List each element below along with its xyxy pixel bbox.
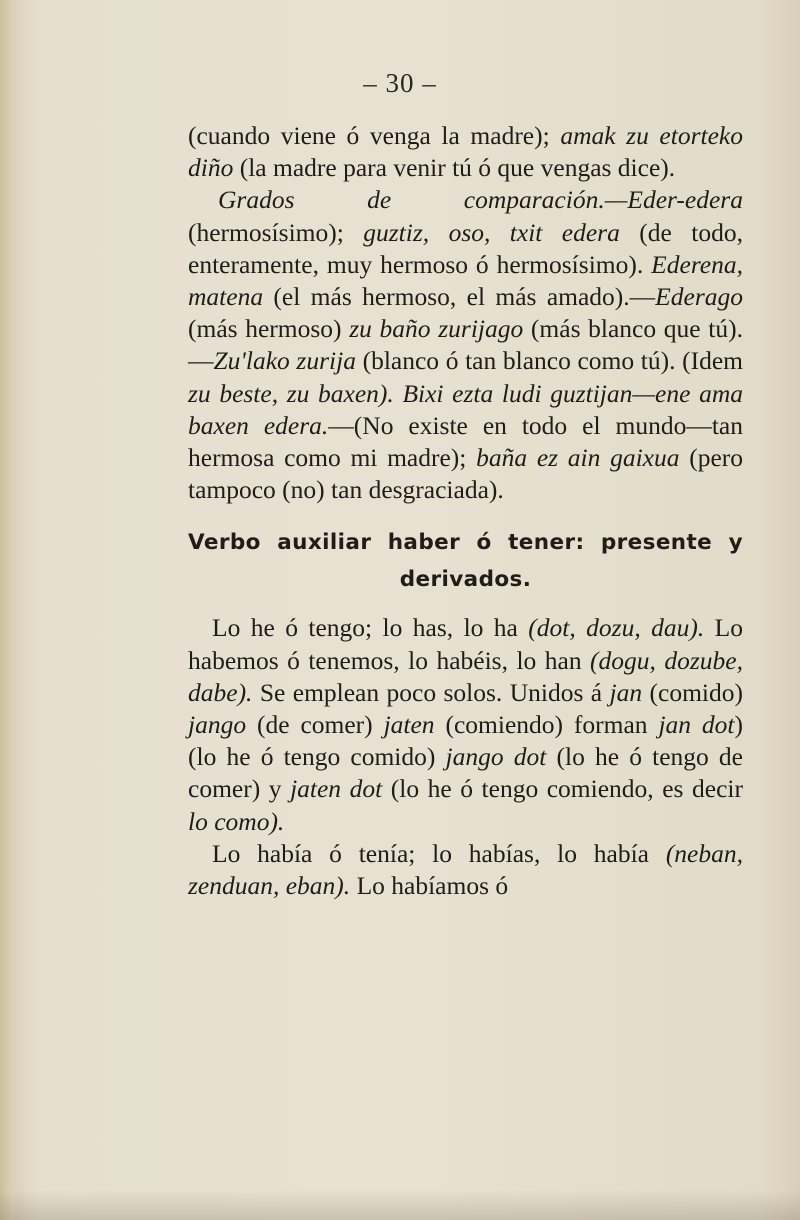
text-run: —(No existe en todo el mundo—tan hermosa como mi madre); bbox=[188, 410, 743, 473]
italic-text-run: Ederago bbox=[655, 282, 743, 312]
page-number: – 30 – bbox=[363, 68, 437, 98]
italic-text-run: Grados de comparación.—Eder-edera bbox=[218, 185, 743, 215]
italic-text-run: jan dot bbox=[658, 710, 735, 740]
text-run: ) (lo he ó tengo comido) bbox=[188, 710, 744, 772]
text-run: (lo he ó tengo de comer) y bbox=[188, 742, 744, 804]
italic-text-run: (dot, dozu, dau). bbox=[528, 613, 705, 643]
text-run: (comiendo) forman bbox=[434, 710, 659, 740]
text-run: (comido) bbox=[642, 677, 743, 707]
page-spine-shadow bbox=[0, 0, 26, 1220]
italic-text-run: amak zu etorteko diño bbox=[188, 121, 743, 183]
text-run: (pero tampoco (no) tan desgraciada). bbox=[188, 443, 743, 505]
text-run: Lo habíamos ó bbox=[350, 871, 509, 901]
text-run: (más hermoso) bbox=[188, 314, 350, 344]
italic-text-run: Zu'lako zurija bbox=[213, 346, 356, 376]
section-heading: Verbo auxiliar haber ó tener: presente y derivados. bbox=[188, 530, 743, 593]
paragraph-verbo-presente bbox=[188, 612, 743, 837]
paragraph-verbo-pasado bbox=[188, 838, 743, 902]
text-run: Lo había ó tenía; lo habías, lo había bbox=[212, 838, 666, 868]
italic-text-run: jango bbox=[188, 710, 247, 740]
italic-text-run: jango dot bbox=[445, 742, 547, 772]
text-run: (blanco ó tan blanco como tú). (Idem bbox=[355, 346, 744, 376]
text-run: (la madre para venir tú ó que vengas dice). bbox=[233, 153, 676, 183]
paragraph-1 bbox=[188, 120, 743, 184]
text-run: (de comer) bbox=[246, 710, 384, 740]
text-run: (lo he ó tengo comiendo, es decir bbox=[382, 774, 743, 804]
italic-text-run: zu beste, zu baxen). Bixi ezta ludi guztijan—ene ama baxen edera. bbox=[188, 378, 743, 440]
text-run: Lo he ó tengo; lo has, lo ha bbox=[212, 613, 529, 643]
text-run: (cuando viene ó venga la madre); bbox=[188, 121, 561, 150]
text-run: (más blanco que tú).— bbox=[188, 314, 743, 376]
italic-text-run: jan bbox=[609, 677, 643, 707]
text-run: Se emplean poco solos. Unidos á bbox=[252, 677, 610, 707]
body-text bbox=[188, 120, 743, 902]
italic-text-run: guztiz, oso, txit edera bbox=[363, 217, 620, 247]
italic-text-run: (dogu, dozube, dabe). bbox=[188, 645, 743, 707]
page-bottom-shadow bbox=[0, 1190, 800, 1220]
text-run: Lo habemos ó tenemos, lo habéis, lo han bbox=[188, 613, 743, 675]
italic-text-run: Ederena, matena bbox=[188, 249, 743, 312]
text-run: (de todo, enteramente, muy hermoso ó hermosísimo). bbox=[188, 217, 743, 279]
italic-text-run: (neban, zenduan, eban). bbox=[188, 838, 743, 901]
text-run: (hermosísimo); bbox=[188, 217, 364, 247]
paragraph-grados-de-comparacion bbox=[188, 184, 743, 506]
italic-text-run: baña ez ain gaixua bbox=[476, 443, 680, 473]
text-run: (el más hermoso, el más amado).— bbox=[263, 282, 656, 312]
italic-text-run: lo como). bbox=[188, 806, 285, 836]
italic-text-run: jaten dot bbox=[290, 774, 383, 804]
italic-text-run: jaten bbox=[383, 710, 435, 740]
italic-text-run: zu baño zurijago bbox=[349, 314, 524, 344]
